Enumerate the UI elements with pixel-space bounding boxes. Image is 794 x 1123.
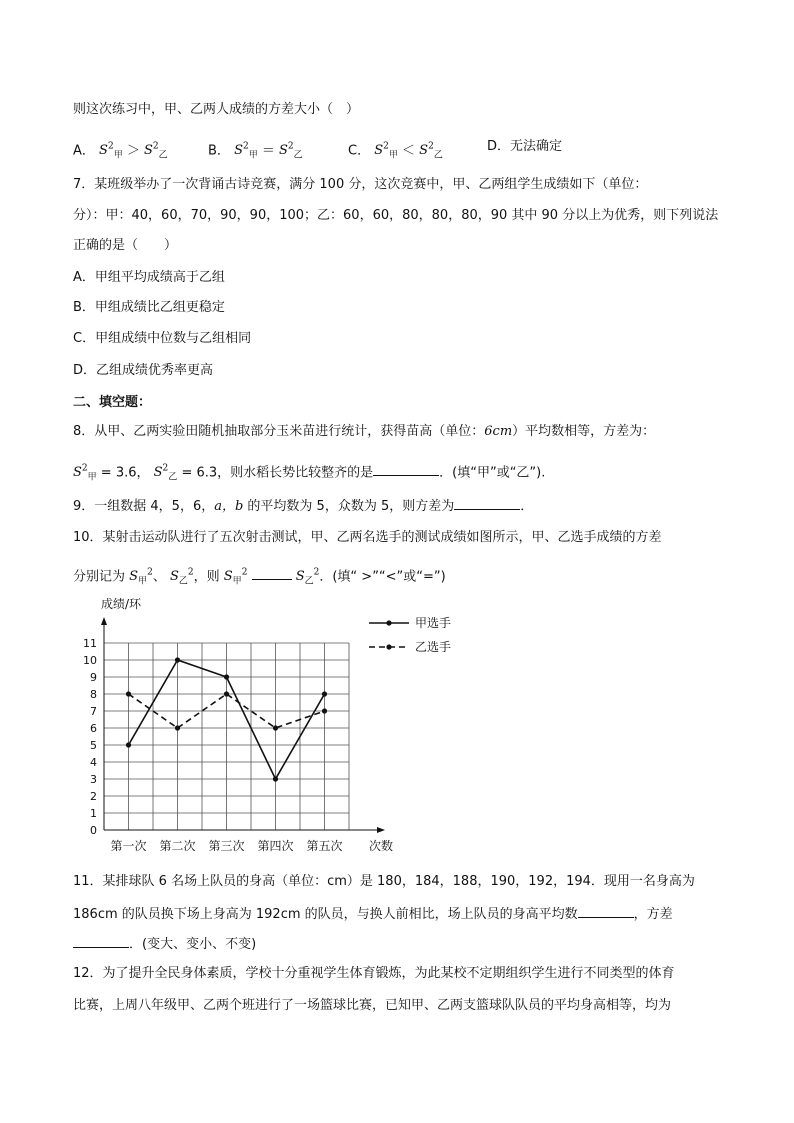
x-tick-label: 第四次 bbox=[257, 839, 294, 853]
data-point bbox=[273, 776, 278, 781]
q6-option-b[interactable]: B． $S^2_甲 = S^2_乙$ bbox=[208, 142, 303, 161]
answer-blank[interactable] bbox=[252, 565, 292, 580]
x-axis-arrow bbox=[377, 827, 385, 833]
q7-line-1: 7．某班级举办了一次背诵古诗竞赛，满分 100 分，这次竞赛中，甲、乙两组学生成绩如下（单位： bbox=[73, 177, 648, 192]
q12-line-2: 比赛，上周八年级甲、乙两个班进行了一场篮球比赛，已知甲、乙两支篮球队队员的平均身高相等，均为 bbox=[73, 998, 672, 1013]
q7-option-a[interactable]: A．甲组平均成绩高于乙组 bbox=[73, 270, 225, 285]
data-point bbox=[322, 708, 327, 713]
variance-yi-symbol: $S_乙^2$ bbox=[169, 568, 194, 587]
y-tick-label: 2 bbox=[90, 790, 97, 803]
q7-option-b[interactable]: B．甲组成绩比乙组更稳定 bbox=[73, 300, 225, 315]
answer-blank[interactable] bbox=[373, 461, 439, 476]
y-tick-label: 10 bbox=[83, 654, 97, 667]
x-tick-label: 第三次 bbox=[208, 839, 245, 853]
q6-option-d[interactable]: D．无法确定 bbox=[487, 139, 563, 154]
variance-jia-symbol: $S^2_甲$ bbox=[73, 464, 97, 483]
q8-line-1: 8．从甲、乙两实验田随机抽取部分玉米苗进行统计，获得苗高（单位：6cm）平均数相等，方差为： bbox=[73, 424, 656, 439]
q10-line-1: 10．某射击运动队进行了五次射击测试，甲、乙两名选手的测试成绩如图所示，甲、乙选手成绩的方差 bbox=[73, 530, 662, 545]
data-point bbox=[126, 691, 131, 696]
variance-yi-symbol: $S^2_乙$ bbox=[279, 142, 303, 161]
data-point bbox=[273, 725, 278, 730]
q6-stem: 则这次练习中，甲、乙两人成绩的方差大小（ ） bbox=[73, 102, 360, 117]
data-point bbox=[175, 657, 180, 662]
y-axis-label: 成绩/环 bbox=[101, 598, 142, 611]
legend-label: 乙选手 bbox=[415, 640, 452, 654]
y-tick-label: 7 bbox=[90, 705, 97, 718]
data-point bbox=[126, 742, 131, 747]
data-point bbox=[175, 725, 180, 730]
y-tick-label: 6 bbox=[90, 722, 97, 735]
q9-line: 9．一组数据 4，5，6，a，b 的平均数为 5，众数为 5，则方差为 ． bbox=[73, 495, 533, 517]
variance-jia-symbol: $S^2_甲$ bbox=[374, 142, 398, 161]
x-axis-label: 次数 bbox=[369, 839, 394, 853]
q7-line-3: 正确的是（ ） bbox=[73, 238, 178, 253]
y-tick-label: 8 bbox=[90, 688, 97, 701]
q11-line-1: 11．某排球队 6 名场上队员的身高（单位：cm）是 180，184，188，190，192，194．现用一名身高为 bbox=[73, 874, 695, 889]
y-tick-label: 0 bbox=[90, 824, 97, 837]
y-tick-label: 3 bbox=[90, 773, 97, 786]
legend-marker bbox=[386, 620, 391, 625]
variance-jia-symbol: $S^2_甲$ bbox=[234, 142, 258, 161]
q10-line-2: 分别记为 $S_甲^2$、 $S_乙^2$，则 $S_甲^2$ $S_乙^2$．(填“ >”“<”或“=”) bbox=[73, 563, 446, 592]
y-tick-label: 5 bbox=[90, 739, 97, 752]
answer-blank[interactable] bbox=[454, 495, 520, 510]
answer-blank[interactable] bbox=[73, 933, 129, 948]
variance-yi-symbol: $S^2_乙$ bbox=[419, 142, 443, 161]
data-point bbox=[322, 691, 327, 696]
y-tick-label: 11 bbox=[83, 637, 97, 650]
data-point bbox=[224, 674, 229, 679]
q8-line-2: $S^2_甲 = 3.6$， $S^2_乙 = 6.3$，则水稻长势比较整齐的是 ．(填“甲”或“乙”). bbox=[73, 459, 545, 488]
y-tick-label: 9 bbox=[90, 671, 97, 684]
y-axis-arrow bbox=[101, 617, 107, 625]
q6-option-a[interactable]: A． $S^2_甲 > S^2_乙$ bbox=[73, 142, 168, 161]
legend-marker bbox=[386, 644, 391, 649]
q12-line-1: 12．为了提升全民身体素质，学校十分重视学生体育锻炼，为此某校不定期组织学生进行不同类型的体育 bbox=[73, 966, 675, 981]
data-point bbox=[224, 691, 229, 696]
q7-option-d[interactable]: D．乙组成绩优秀率更高 bbox=[73, 363, 214, 378]
q11-line-3: ．(变大、变小、不变) bbox=[73, 933, 256, 955]
score-line-chart bbox=[80, 598, 500, 860]
variance-yi-symbol: $S_乙^2$ bbox=[295, 568, 320, 587]
legend-label: 甲选手 bbox=[415, 616, 452, 630]
answer-blank[interactable] bbox=[578, 903, 634, 918]
x-tick-label: 第五次 bbox=[306, 839, 343, 853]
q6-option-c[interactable]: C． $S^2_甲 < S^2_乙$ bbox=[348, 142, 443, 161]
q11-line-2: 186cm 的队员换下场上身高为 192cm 的队员，与换人前相比，场上队员的身高平均数 ，方差 bbox=[73, 903, 673, 925]
x-tick-label: 第二次 bbox=[159, 839, 196, 853]
section-title: 二、填空题： bbox=[73, 395, 152, 410]
q7-line-2: 分）：甲：40，60，70，90，90，100；乙：60，60，80，80，80，90 其中 90 分以上为优秀，则下列说法 bbox=[73, 208, 719, 223]
variance-jia-symbol: $S_甲^2$ bbox=[129, 568, 153, 587]
y-tick-label: 4 bbox=[90, 756, 97, 769]
q8-unit: 6cm bbox=[484, 424, 513, 439]
x-tick-label: 第一次 bbox=[110, 839, 147, 853]
y-tick-label: 1 bbox=[90, 807, 97, 820]
variance-jia-symbol: $S^2_甲$ bbox=[99, 142, 123, 161]
variance-jia-symbol: $S_甲^2$ bbox=[223, 568, 248, 587]
variance-yi-symbol: $S^2_乙$ bbox=[153, 464, 178, 483]
variance-yi-symbol: $S^2_乙$ bbox=[144, 142, 168, 161]
q7-option-c[interactable]: C．甲组成绩中位数与乙组相同 bbox=[73, 331, 252, 346]
